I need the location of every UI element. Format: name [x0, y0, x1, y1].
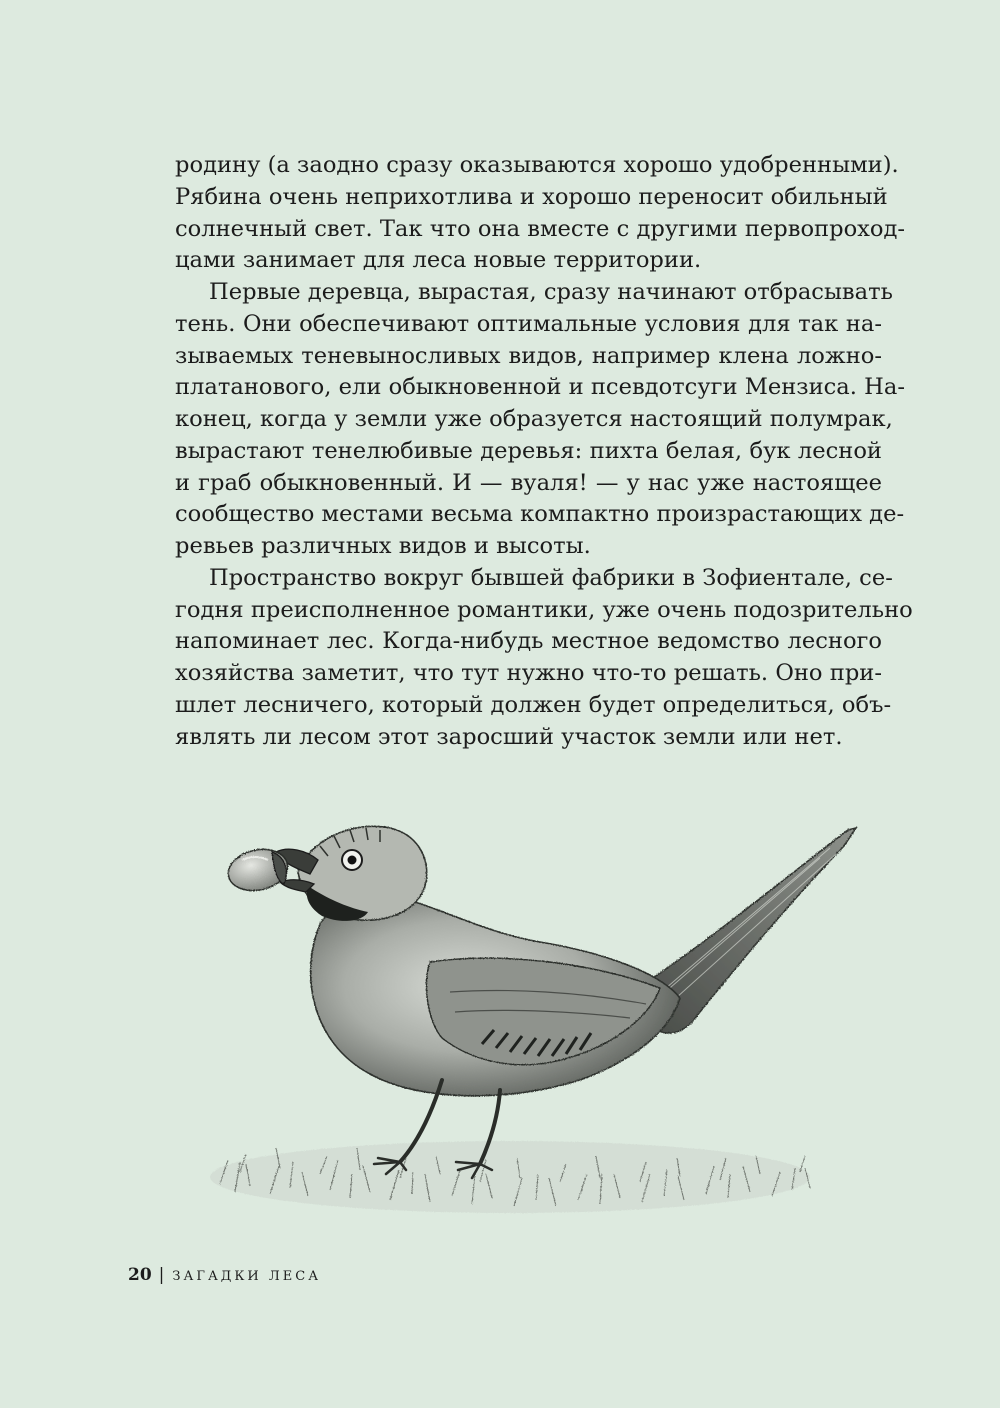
text-line: тень. Они обеспечивают оптимальные условия для так на- [175, 310, 882, 337]
paragraph-3 [175, 563, 913, 754]
text-line: и граб обыкновенный. И — вуаля! — у нас уже настоящее [175, 469, 882, 496]
text-line: вырастают тенелюбивые деревья: пихта белая, бук лесной [175, 437, 882, 464]
footer-separator: | [158, 1265, 165, 1285]
text-line: цами занимает для леса новые территории. [175, 247, 702, 274]
text-line: напоминает лес. Когда-нибудь местное ведомство лесного [175, 628, 882, 655]
page-footer [128, 1265, 321, 1285]
text-line: платанового, ели обыкновенной и псевдотсуги Мензиса. На- [175, 374, 905, 401]
grass [210, 1141, 810, 1213]
running-title: ЗАГАДКИ ЛЕСА [172, 1269, 322, 1284]
page-number: 20 [128, 1265, 152, 1285]
paragraph-1 [175, 150, 906, 277]
text-line: Пространство вокруг бывшей фабрики в Зофиентале, се- [209, 564, 893, 591]
text-line: родину (а заодно сразу оказываются хорошо удобренными). [175, 152, 899, 178]
jay-bird-with-acorn-icon [180, 812, 880, 1222]
paragraph-2 [175, 277, 905, 563]
text-line: Рябина очень неприхотлива и хорошо переносит обильный [175, 183, 888, 210]
text-line: Первые деревца, вырастая, сразу начинают отбрасывать [209, 279, 893, 305]
text-line: сообщество местами весьма компактно произрастающих де- [175, 501, 905, 528]
body-text [175, 150, 913, 753]
text-line: являть ли лесом этот заросший участок земли или нет. [175, 723, 843, 750]
text-line: зываемых теневыносливых видов, например клена ложно- [175, 342, 882, 369]
text-line: солнечный свет. Так что она вместе с другими первопроход- [175, 215, 906, 242]
text-line: конец, когда у земли уже образуется настоящий полумрак, [175, 406, 893, 432]
text-line: шлет лесничего, который должен будет определиться, объ- [175, 691, 892, 718]
text-line: хозяйства заметит, что тут нужно что-то решать. Оно при- [175, 660, 882, 686]
text-line: ревьев различных видов и высоты. [175, 533, 591, 559]
text-line: годня преисполненное романтики, уже очень подозрительно [175, 596, 913, 623]
